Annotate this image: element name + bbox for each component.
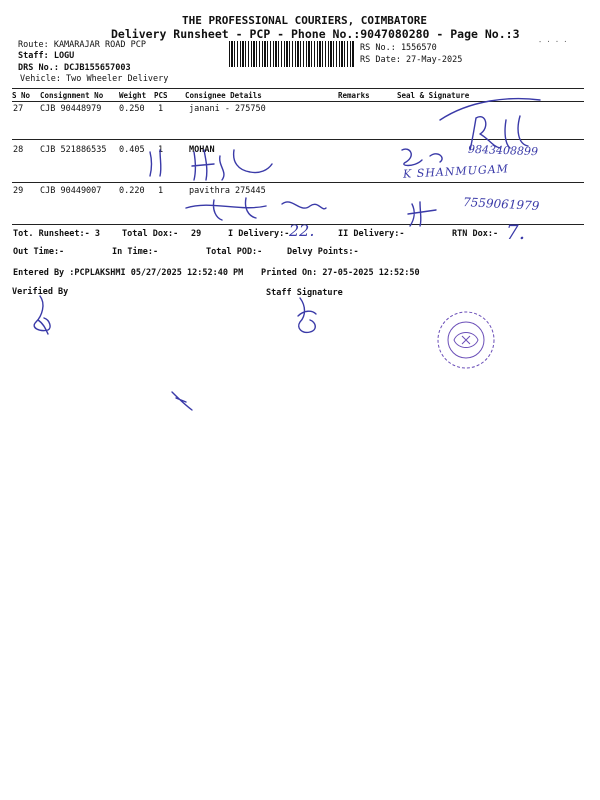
- row2-signature: [192, 150, 272, 180]
- total-dox-value: 29: [191, 229, 202, 239]
- table-row-consignee: MOHAN: [189, 145, 215, 155]
- col-header-consignment: Consignment No: [40, 91, 104, 100]
- runsheet-subtitle: Delivery Runsheet - PCP - Phone No.:9047080280 - Page No.:3: [111, 27, 520, 41]
- total-dox-label: Total Dox:-: [122, 229, 179, 239]
- delvy-points-label: Delvy Points:-: [287, 247, 359, 257]
- row2-pcs-ticks: [150, 150, 161, 176]
- staff-label: Staff: LOGU: [18, 51, 75, 61]
- total-pod-label: Total POD:-: [206, 247, 263, 257]
- table-row-pcs: 1: [158, 186, 164, 196]
- verified-by-label: Verified By: [12, 287, 69, 297]
- col-header-sno: S No: [12, 91, 31, 100]
- table-row-weight: 0.220: [119, 186, 145, 196]
- in-time-label: In Time:-: [112, 247, 159, 257]
- col-header-pcs: PCS: [154, 91, 168, 100]
- table-row-sno: 28: [13, 145, 24, 155]
- stray-mark: [172, 392, 192, 410]
- company-name: THE PROFESSIONAL COURIERS, COIMBATORE: [182, 14, 428, 27]
- tot-runsheet: Tot. Runsheet:- 3: [13, 229, 100, 239]
- table-row-weight: 0.405: [119, 145, 145, 155]
- route-label: Route: KAMARAJAR ROAD PCP: [18, 40, 146, 50]
- seal-stamp: [438, 312, 494, 368]
- table-row-consignee: pavithra 275445: [189, 186, 266, 196]
- rtn-dox-label: RTN Dox:-: [452, 229, 499, 239]
- handwritten-rtn-dox: 7.: [506, 220, 526, 244]
- row1-stroke: [440, 99, 540, 120]
- handwritten-row2-phone: 9843408899: [467, 142, 539, 159]
- row3-signature: [186, 198, 326, 220]
- verified-by-signature: [34, 296, 50, 334]
- rs-date: RS Date: 27-May-2025: [360, 55, 463, 65]
- row3-seal-scribble: [408, 202, 436, 226]
- table-row-consignee: janani - 275750: [189, 104, 266, 114]
- entered-by: Entered By :PCPLAKSHMI 05/27/2025 12:52:40 PM: [13, 268, 244, 278]
- out-time-label: Out Time:-: [13, 247, 65, 257]
- col-header-seal-signature: Seal & Signature: [397, 91, 470, 100]
- col-header-weight: Weight: [119, 91, 147, 100]
- ii-delivery-label: II Delivery:-: [338, 229, 405, 239]
- col-header-remarks: Remarks: [338, 91, 370, 100]
- drs-number: DRS No.: DCJB155657003: [18, 63, 131, 73]
- table-row-consignment: CJB 90449007: [40, 186, 102, 196]
- i-delivery-label: I Delivery:-: [228, 229, 290, 239]
- staff-signature: [298, 298, 316, 332]
- table-row-consignment: CJB 90448979: [40, 104, 102, 114]
- staff-signature-label: Staff Signature: [266, 288, 343, 298]
- vehicle-label: Vehicle: Two Wheeler Delivery: [20, 74, 169, 84]
- table-row-pcs: 1: [158, 104, 164, 114]
- table-row-pcs: 1: [158, 145, 164, 155]
- handwritten-row2-name: K SHANMUGAM: [402, 162, 510, 181]
- table-row-sno: 29: [13, 186, 24, 196]
- row1-signature: [470, 116, 528, 150]
- handwritten-i-delivery: 22.: [289, 221, 315, 240]
- table-row-weight: 0.250: [119, 104, 145, 114]
- printed-on: Printed On: 27-05-2025 12:52:50: [261, 268, 420, 278]
- row2-seal-scribble: [402, 149, 442, 165]
- rs-number: RS No.: 1556570: [360, 43, 437, 53]
- table-row-consignment: CJB 521886535: [40, 145, 107, 155]
- handwritten-row3-phone: 7559061979: [462, 195, 540, 213]
- table-row-sno: 27: [13, 104, 24, 114]
- col-header-consignee: Consignee Details: [185, 91, 262, 100]
- corner-mark: - · · ·: [538, 38, 568, 46]
